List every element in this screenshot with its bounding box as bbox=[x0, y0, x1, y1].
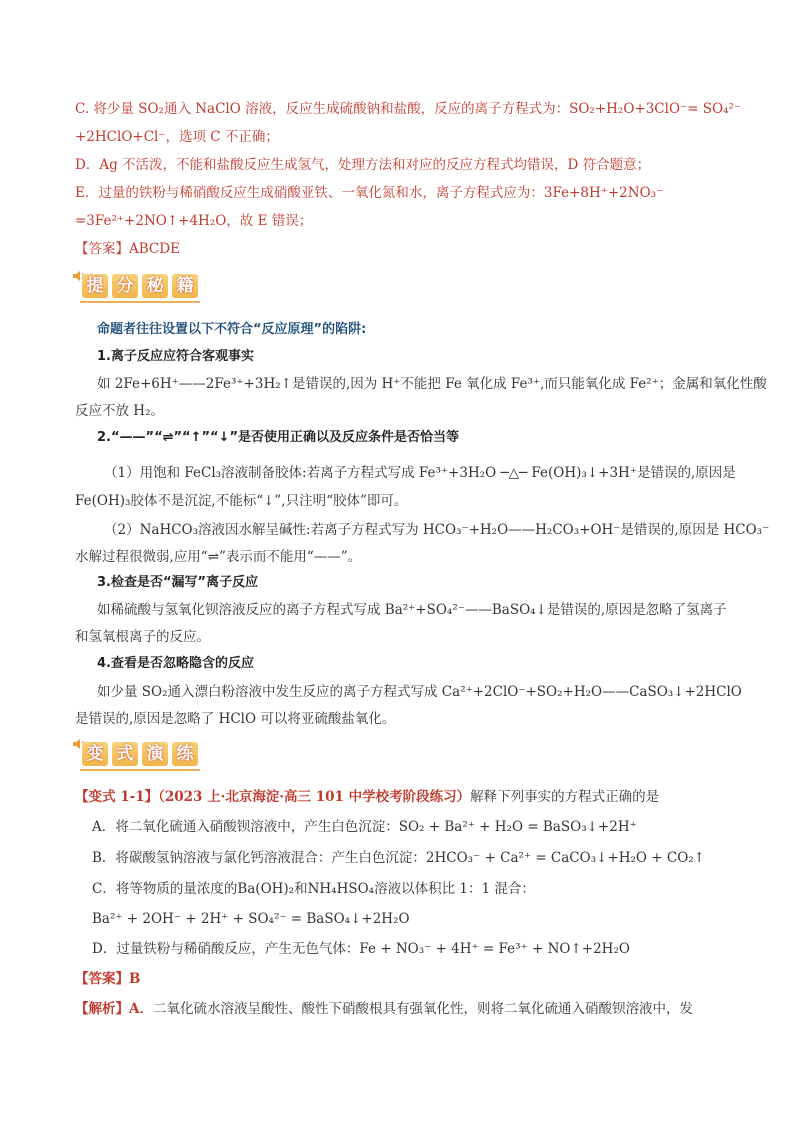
banner-char: 式 bbox=[112, 742, 138, 766]
option-c-line2: +2HClO+Cl⁻，选项 C 不正确； bbox=[75, 129, 279, 145]
tip-paragraph: 如 2Fe+6H⁺——2Fe³⁺+3H₂↑是错误的,因为 H⁺不能把 Fe 氧化成 Fe³⁺,而只能氧化成 Fe²⁺；金属和氧化性酸 bbox=[97, 376, 767, 392]
tips-banner bbox=[72, 268, 232, 302]
tip-heading-3: 3.检查是否“漏写”离子反应 bbox=[97, 575, 259, 590]
choice-b: B．将碳酸氢钠溶液与氯化钙溶液混合：产生白色沉淀：2HCO₃⁻ + Ca²⁺ = CaCO₃↓+H₂O + CO₂↑ bbox=[92, 850, 705, 866]
tip-paragraph: 如少量 SO₂通入漂白粉溶液中发生反应的离子方程式写成 Ca²⁺+2ClO⁻+SO₂+H₂O——CaSO₃↓+2HClO bbox=[97, 684, 742, 700]
choice-d: D．过量铁粉与稀硝酸反应，产生无色气体：Fe + NO₃⁻ + 4H⁺ = Fe³⁺ + NO↑+2H₂O bbox=[92, 941, 630, 957]
banner-char: 秘 bbox=[142, 274, 168, 298]
tip-paragraph: 如稀硫酸与氢氧化钡溶液反应的离子方程式写成 Ba²⁺+SO₄²⁻——BaSO₄↓是错误的,原因是忽略了氢离子 bbox=[97, 602, 727, 618]
tip-paragraph: 是错误的,原因是忽略了 HClO 可以将亚硫酸盐氧化。 bbox=[75, 711, 396, 727]
tip-paragraph: （1）用饱和 FeCl₃溶液制备胶体:若离子方程式写成 Fe³⁺+3H₂O ─△─ Fe(OH)₃↓+3H⁺是错误的,原因是 bbox=[104, 465, 736, 481]
tip-paragraph: 和氢氧根离子的反应。 bbox=[75, 629, 210, 645]
tip-paragraph: 反应不放 H₂。 bbox=[75, 403, 164, 419]
choice-a: A．将二氧化硫通入硝酸钡溶液中，产生白色沉淀：SO₂ + Ba²⁺ + H₂O = BaSO₃↓+2H⁺ bbox=[92, 819, 637, 835]
choice-c: C．将等物质的量浓度的Ba(OH)₂和NH₄HSO₄溶液以体积比 1：1 混合： bbox=[92, 881, 535, 897]
practice-banner bbox=[72, 736, 232, 770]
banner-char: 练 bbox=[172, 742, 198, 766]
exercise-answer: 【答案】B bbox=[75, 971, 141, 987]
choice-c-equation: Ba²⁺ + 2OH⁻ + 2H⁺ + SO₄²⁻ = BaSO₄↓+2H₂O bbox=[92, 911, 410, 927]
analysis-tag: 【解析】A． bbox=[75, 1001, 153, 1017]
exercise-source-tag: 【变式 1-1】（2023 上·北京海淀·高三 101 中学校考阶段练习） bbox=[75, 789, 471, 805]
tip-heading-4: 4.查看是否忽略隐含的反应 bbox=[97, 656, 254, 671]
banner-char: 演 bbox=[142, 742, 168, 766]
exercise-title bbox=[75, 788, 659, 806]
tip-paragraph: （2）NaHCO₃溶液因水解呈碱性:若离子方程式写为 HCO₃⁻+H₂O——H₂CO₃+OH⁻是错误的,原因是 HCO₃⁻ bbox=[104, 522, 770, 538]
analysis-line bbox=[75, 1000, 693, 1018]
tips-intro: 命题者往往设置以下不符合“反应原理”的陷阱: bbox=[97, 322, 367, 337]
tip-paragraph: Fe(OH)₃胶体不是沉淀,不能标“↓”,只注明“胶体”即可。 bbox=[75, 493, 408, 509]
tip-paragraph: 水解过程很微弱,应用“⇌”表示而不能用“——”。 bbox=[75, 549, 362, 565]
tip-heading-2: 2.“——”“⇌”“↑”“↓”是否使用正确以及反应条件是否恰当等 bbox=[97, 430, 460, 445]
analysis-text: 二氧化硫水溶液呈酸性、酸性下硝酸根具有强氧化性，则将二氧化硫通入硝酸钡溶液中，发 bbox=[152, 1001, 693, 1017]
banner-char: 籍 bbox=[172, 274, 198, 298]
banner-char: 提 bbox=[82, 274, 108, 298]
banner-underline bbox=[80, 298, 200, 303]
banner-underline bbox=[80, 766, 200, 771]
option-d-line: D．Ag 不活泼，不能和盐酸反应生成氢气，处理方法和对应的反应方程式均错误，D 符合题意； bbox=[75, 157, 651, 173]
banner-char: 变 bbox=[82, 742, 108, 766]
tip-heading-1: 1.离子反应应符合客观事实 bbox=[97, 349, 254, 364]
option-e-line2: =3Fe²⁺+2NO↑+4H₂O，故 E 错误； bbox=[75, 213, 313, 229]
answer-line: 【答案】ABCDE bbox=[75, 241, 180, 257]
banner-char: 分 bbox=[112, 274, 138, 298]
exercise-question: 解释下列事实的方程式正确的是 bbox=[470, 789, 660, 805]
option-c-line1: C. 将少量 SO₂通入 NaClO 溶液，反应生成硫酸钠和盐酸，反应的离子方程式为：SO₂+H₂O+3ClO⁻= SO₄²⁻ bbox=[75, 101, 742, 117]
option-e-line1: E．过量的铁粉与稀硝酸反应生成硝酸亚铁、一氧化氮和水，离子方程式应为：3Fe+8H⁺+2NO₃⁻ bbox=[75, 185, 664, 201]
